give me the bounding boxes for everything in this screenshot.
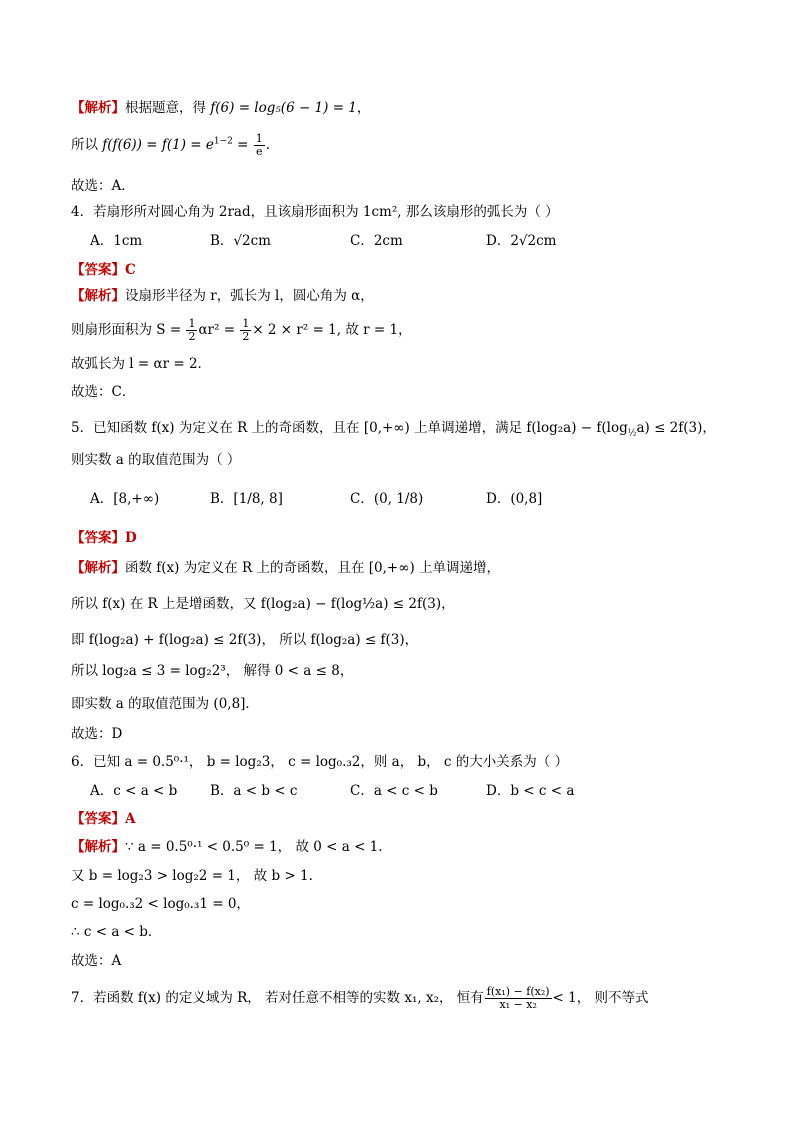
q4-analysis-1: 设扇形半径为 r，弧长为 l，圆心角为 α， (125, 288, 374, 304)
q4-option-d: D．2√2cm (486, 233, 557, 249)
q7-fraction-den: x₁ − x₂ (499, 998, 537, 1011)
q4-answer: C (125, 262, 136, 278)
q6-stem: 6．已知 a = 0.5⁰·¹， b = log₂3， c = log₀.₃2，则 a， b， c 的大小关系为（ ） (71, 754, 569, 770)
q5-stem-1-end: a) ≤ 2f(3)， (636, 420, 716, 436)
q3-analysis-math: f(6) = log₅(6 − 1) = 1 (210, 100, 357, 116)
q6-analysis-line-2: 又 b = log₂3 > log₂2 = 1， 故 b > 1. (71, 868, 313, 884)
q5-option-c (350, 489, 423, 509)
q6-answer-line (71, 809, 135, 829)
q3-analysis-line-1: 【解析】根据题意，得 f(6) = log₅(6 − 1) = 1， (71, 100, 371, 116)
q3-fraction-num: 1 (255, 132, 263, 145)
q4-option-b: B．√2cm (210, 233, 271, 249)
q5-stem-line-1 (71, 418, 716, 438)
q5-answer-line (71, 528, 137, 548)
q6-choice: 故选：A (71, 953, 122, 969)
q7-stem (71, 986, 649, 1011)
q3-analysis-line-2: 所以 $f(f(6)) = f(1) = e^{1-2}$ = $\frac{1}{e}$ . (71, 132, 271, 158)
q3-line2-prefix: 所以 (71, 137, 98, 153)
q5-option-b-label: B． (210, 491, 234, 507)
q4-half-num-1: 1 (188, 317, 196, 330)
q3-line2-exponent: 1−2 (213, 136, 233, 147)
q5-analysis-line-4: 所以 log₂a ≤ 3 = log₂2³， 解得 0 < a ≤ 8， (71, 663, 354, 679)
q4-analysis-line-2 (71, 318, 412, 343)
q6-option-a: A．c < a < b (90, 783, 178, 799)
q4-option-c: C．2cm (350, 233, 403, 249)
q5-option-c-range: (0, 1/8) (373, 491, 424, 507)
q3-line2-equals: = (232, 137, 253, 153)
q5-option-c-label: C． (350, 491, 374, 507)
q4-stem: 4．若扇形所对圆心角为 2rad，且该扇形面积为 1cm², 那么该扇形的弧长为（ ） (71, 204, 559, 220)
q5-stem-line-2: 则实数 a 的取值范围为（ ） (71, 452, 241, 468)
answer-label: 【答案】 (71, 530, 125, 546)
answer-label: 【答案】 (71, 262, 125, 278)
analysis-label: 【解析】 (71, 288, 125, 304)
q4-half-den-2: 2 (242, 330, 250, 343)
q5-answer: D (125, 530, 137, 546)
q5-option-b-range: [1/8, 8] (233, 491, 283, 507)
q5-analysis-line-1 (71, 558, 500, 578)
q6-answer: A (125, 811, 136, 827)
q5-analysis-line-3: 即 f(log₂a) + f(log₂a) ≤ 2f(3)， 所以 f(log₂a) ≤ f(3)， (71, 632, 419, 648)
q6-option-c: C．a < c < b (350, 783, 438, 799)
q4-option-a: A．1cm (90, 233, 143, 249)
q4-choice: 故选：C． (71, 384, 136, 400)
q4-analysis-line-1 (71, 286, 374, 306)
analysis-label: 【解析】 (71, 100, 125, 116)
q4-analysis-line-3: 故弧长为 l = αr = 2． (71, 356, 212, 372)
q6-analysis-line-1 (71, 837, 383, 857)
q6-analysis-1: ∵ a = 0.5⁰·¹ < 0.5⁰ = 1， 故 0 < a < 1. (125, 839, 383, 855)
q3-line2-math: f(f(6)) = f(1) = e (102, 137, 214, 153)
q3-analysis-text: 根据题意，得 (125, 100, 206, 116)
q6-option-b: B．a < b < c (210, 783, 298, 799)
q4-half-fraction-1 (186, 318, 197, 343)
q7-fraction-num: f(x₁) − f(x₂) (486, 985, 550, 998)
q5-option-a: A．[8,+∞) (90, 491, 160, 507)
analysis-label: 【解析】 (71, 560, 125, 576)
q5-option-b (210, 489, 283, 509)
q4-analysis-2-mid: αr² = (198, 322, 240, 338)
answer-label: 【答案】 (71, 811, 125, 827)
q5-option-d: D．(0,8] (486, 491, 543, 507)
q4-answer-line (71, 260, 136, 280)
q7-stem-2: < 1， 则不等式 (552, 990, 649, 1006)
q3-fraction (254, 133, 265, 158)
q4-half-den-1: 2 (188, 330, 196, 343)
q3-fraction-den: e (255, 145, 263, 158)
q4-analysis-2-suffix: × 2 × r² = 1, 故 r = 1， (252, 322, 412, 338)
q5-analysis-1: 函数 f(x) 为定义在 R 上的奇函数，且在 [0,+∞) 上单调递增， (125, 560, 501, 576)
q4-analysis-2-prefix: 则扇形面积为 S = (71, 322, 186, 338)
q7-fraction (485, 986, 552, 1011)
q6-option-d: D．b < c < a (486, 783, 575, 799)
q6-analysis-line-4: ∴ c < a < b． (71, 924, 162, 940)
q5-choice: 故选：D (71, 726, 123, 742)
q4-half-fraction-2 (240, 318, 251, 343)
q5-analysis-line-5: 即实数 a 的取值范围为 (0,8]． (71, 696, 259, 712)
q7-stem-1: 7．若函数 f(x) 的定义域为 R， 若对任意不相等的实数 x₁, x₂， 恒有 (71, 990, 484, 1006)
q4-half-num-2: 1 (242, 317, 250, 330)
q5-stem-1: 5．已知函数 f(x) 为定义在 R 上的奇函数，且在 [0,+∞) 上单调递增，满足 f(log₂a) − f(log (71, 420, 628, 436)
q3-choice: 故选：A． (71, 178, 135, 194)
q6-analysis-line-3: c = log₀.₃2 < log₀.₃1 = 0， (71, 896, 250, 912)
q5-stem-1-sub: ½ (627, 428, 637, 439)
analysis-label: 【解析】 (71, 839, 125, 855)
q5-analysis-line-2: 所以 f(x) 在 R 上是增函数，又 f(log₂a) − f(log½a) ≤ 2f(3)， (71, 596, 455, 612)
